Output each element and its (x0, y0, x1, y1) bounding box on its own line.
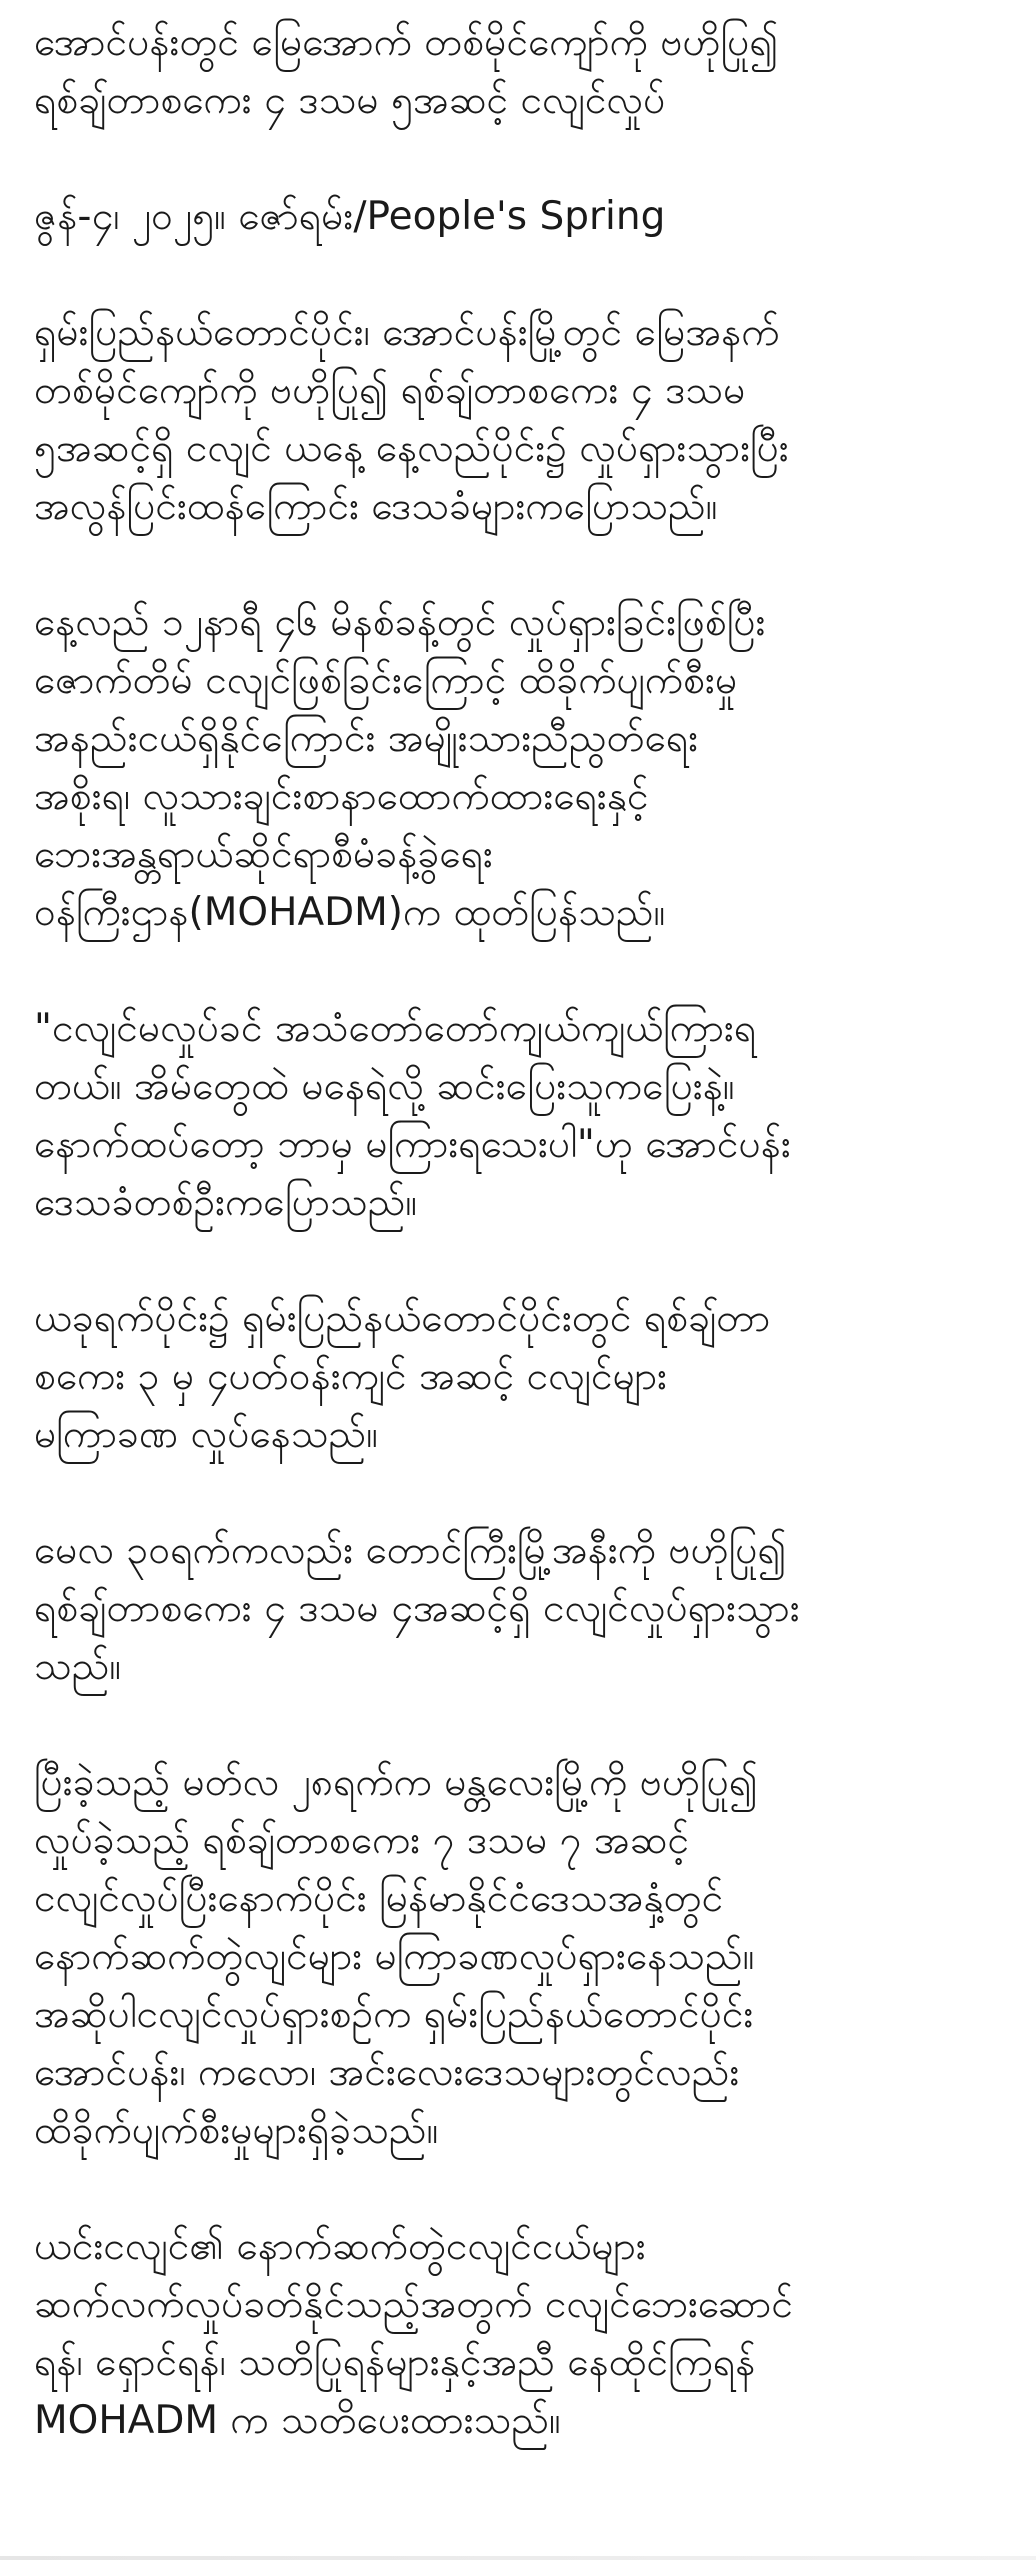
paragraph-line: ငလျင်လှုပ်ပြီးနောက်ပိုင်း မြန်မာနိုင်ငံဒေသအနှံ့တွင် (34, 1876, 724, 1921)
paragraph-line: ရှမ်းပြည်နယ်တောင်ပိုင်း၊ အောင်ပန်းမြို့တွင် မြေအနက် (34, 310, 780, 355)
article-headline (34, 14, 1004, 130)
article-dateline (34, 188, 1004, 246)
paragraph-5 (34, 1522, 1004, 1696)
paragraph-line: ဝန်ကြီးဌာန(MOHADM)က ထုတ်ပြန်သည်။ (34, 890, 666, 935)
paragraph-1 (34, 304, 1004, 536)
news-article (34, 14, 1004, 2450)
paragraph-line: စကေး ၃ မှ ၄ပတ်ဝန်းကျင် အဆင့် ငလျင်များ (34, 1354, 668, 1399)
paragraph-line: အစိုးရ၊ လူသားချင်းစာနာထောက်ထားရေးနှင့် (34, 774, 649, 819)
paragraph-line: တစ်မိုင်ကျော်ကို ဗဟိုပြု၍ ရစ်ချ်တာစကေး ၄ ဒသမ (34, 368, 746, 413)
paragraph-line: နောက်ထပ်တော့ ဘာမှ မကြားရသေးပါ"ဟု အောင်ပန်း (34, 1122, 791, 1167)
paragraph-6 (34, 1754, 1004, 2160)
paragraph-line: လှုပ်ခဲ့သည့် ရစ်ချ်တာစကေး ၇ ဒသမ ၇ အဆင့် (34, 1818, 690, 1863)
paragraph-line: ပြီးခဲ့သည့် မတ်လ ၂၈ရက်က မန္တလေးမြို့ကို ဗဟိုပြု၍ (34, 1760, 759, 1805)
paragraph-line: ရန်၊ ရှောင်ရန်၊ သတိပြုရန်များနှင့်အညီ နေထိုင်ကြရန် (34, 2340, 756, 2385)
paragraph-line: MOHADM က သတိပေးထားသည်။ (34, 2398, 561, 2443)
paragraph-line: နေ့လည် ၁၂နာရီ ၄၆ မိနစ်ခန့်တွင် လှုပ်ရှားခြင်းဖြစ်ပြီး (34, 600, 766, 645)
paragraph-line: ဆက်လက်လှုပ်ခတ်နိုင်သည့်အတွက် ငလျင်ဘေးဆောင် (34, 2282, 793, 2327)
paragraph-line: တယ်။ အိမ်တွေထဲ မနေရဲလို့ ဆင်းပြေးသူကပြေးနဲ့။ (34, 1064, 735, 1109)
dateline-text: ဇွန်-၄၊ ၂၀၂၅။ ဇော်ရမ်း/People's Spring (34, 194, 666, 239)
bottom-edge-divider (0, 2556, 1036, 2560)
headline-line: အောင်ပန်းတွင် မြေအောက် တစ်မိုင်ကျော်ကို ဗဟိုပြု၍ (34, 20, 779, 65)
paragraph-line: ဇောက်တိမ် ငလျင်ဖြစ်ခြင်းကြောင့် ထိခိုက်ပျက်စီးမှု (34, 658, 738, 703)
paragraph-line: ဘေးအန္တရာယ်ဆိုင်ရာစီမံခန့်ခွဲရေး (34, 832, 493, 877)
paragraph-7 (34, 2218, 1004, 2450)
paragraph-line: အဆိုပါငလျင်လှုပ်ရှားစဉ်က ရှမ်းပြည်နယ်တောင်ပိုင်း (34, 1992, 754, 2037)
paragraph-line: သည်။ (34, 1644, 122, 1689)
paragraph-line: ဒေသခံတစ်ဦးကပြောသည်။ (34, 1180, 418, 1225)
paragraph-line: မေလ ၃၀ရက်ကလည်း တောင်ကြီးမြို့အနီးကို ဗဟိုပြု၍ (34, 1528, 787, 1573)
paragraph-line: မကြာခဏ လှုပ်နေသည်။ (34, 1412, 379, 1457)
paragraph-line: "ငလျင်မလှုပ်ခင် အသံတော်တော်ကျယ်ကျယ်ကြားရ (34, 1006, 757, 1051)
paragraph-line: ထိခိုက်ပျက်စီးမှုများရှိခဲ့သည်။ (34, 2108, 439, 2153)
headline-line: ရစ်ချ်တာစကေး ၄ ဒသမ ၅အဆင့် ငလျင်လှုပ် (34, 78, 666, 123)
paragraph-line: ယင်းငလျင်၏ နောက်ဆက်တွဲငလျင်ငယ်များ (34, 2224, 646, 2269)
paragraph-4 (34, 1290, 1004, 1464)
paragraph-line: အောင်ပန်း၊ ကလော၊ အင်းလေးဒေသများတွင်လည်း (34, 2050, 740, 2095)
paragraph-2 (34, 594, 1004, 942)
paragraph-line: အနည်းငယ်ရှိနိုင်ကြောင်း အမျိုးသားညီညွတ်ရေး (34, 716, 699, 761)
paragraph-line: ယခုရက်ပိုင်း၌ ရှမ်းပြည်နယ်တောင်ပိုင်းတွင် ရစ်ချ်တာ (34, 1296, 771, 1341)
paragraph-line: ၅အဆင့်ရှိ ငလျင် ယနေ့ နေ့လည်ပိုင်း၌ လှုပ်ရှားသွားပြီး (34, 426, 789, 471)
paragraph-3-quote (34, 1000, 1004, 1232)
paragraph-line: အလွန်ပြင်းထန်ကြောင်း ဒေသခံများကပြောသည်။ (34, 484, 718, 529)
paragraph-line: နောက်ဆက်တွဲလျင်များ မကြာခဏလှုပ်ရှားနေသည်။ (34, 1934, 755, 1979)
paragraph-line: ရစ်ချ်တာစကေး ၄ ဒသမ ၄အဆင့်ရှိ ငလျင်လှုပ်ရှားသွား (34, 1586, 800, 1631)
